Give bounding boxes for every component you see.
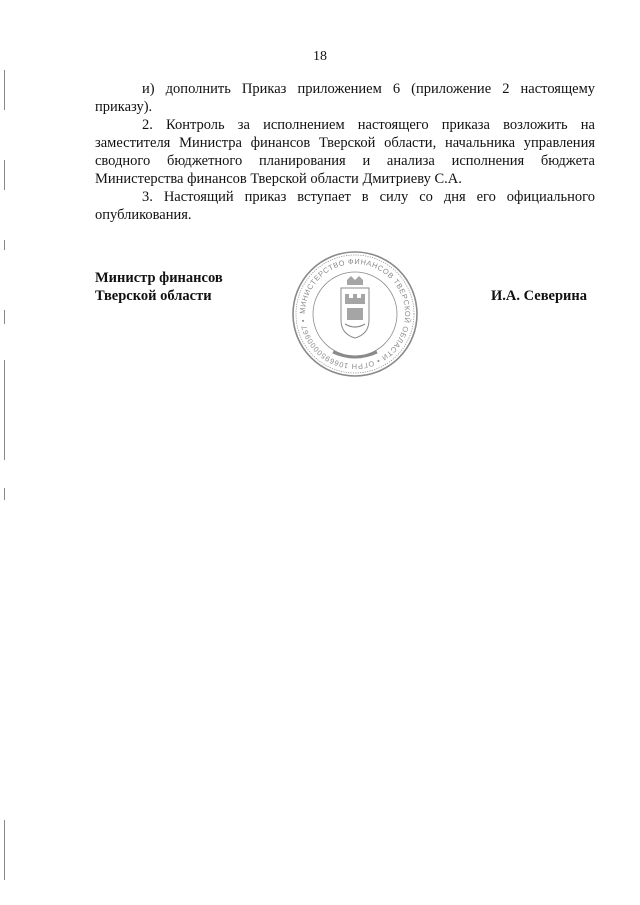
page-number: 18 [313, 49, 327, 64]
signatory-position-line2: Тверской области [95, 288, 212, 304]
paragraph-3: 3. Настоящий приказ вступает в силу со дня его официального опубликования. [95, 189, 595, 223]
signatory-name: И.А. Северина [491, 288, 587, 304]
signatory-position [95, 269, 223, 305]
scan-margin-marks [4, 0, 8, 905]
signature-block [95, 256, 595, 389]
paragraph-item-i: и) дополнить Приказ приложением 6 (приложение 2 настоящему приказу). [95, 81, 595, 115]
official-seal-icon [291, 250, 419, 378]
coat-of-arms-icon [341, 276, 369, 338]
document-body [95, 80, 595, 224]
seal-text: МИНИСТЕРСТВО ФИНАНСОВ ТВЕРСКОЙ ОБЛАСТИ • ОГРН 1066950000967 • [297, 256, 413, 372]
signatory-position-line1: Министр финансов [95, 270, 223, 286]
paragraph-2: 2. Контроль за исполнением настоящего приказа возложить на заместителя Министра финансов Тверской области, начальника управления сводного бюджетного планирования и анализа исполнения бюджета Министерства финансов Тверской области Дмитриеву С.А. [95, 117, 595, 187]
